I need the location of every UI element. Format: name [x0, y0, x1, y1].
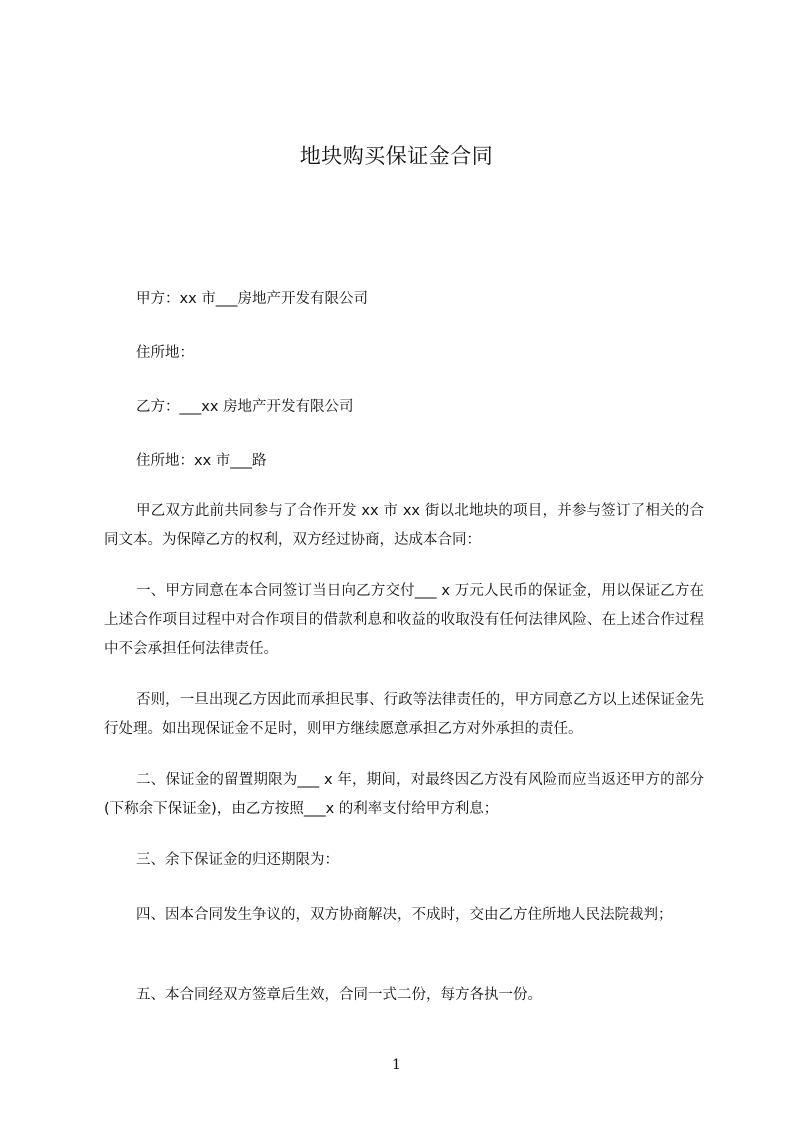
page-number: 1 [392, 1057, 401, 1073]
clause-3-line: 三、余下保证金的归还期限为： [136, 852, 339, 868]
clause-2-paragraph: 二、保证金的留置期限为___ x 年，期间，对最终因乙方没有风险而应当返还甲方的部分(下称余下保证金)，由乙方按照___x 的利率支付给甲方利息； [104, 772, 704, 817]
clause-1-otherwise-paragraph: 否则，一旦出现乙方因此而承担民事、行政等法律责任的，甲方同意乙方以上述保证金先行处理。如出现保证金不足时，则甲方继续愿意承担乙方对外承担的责任。 [104, 692, 704, 737]
clause-4-paragraph: 四、因本合同发生争议的，双方协商解决，不成时，交由乙方住所地人民法院裁判； [136, 907, 673, 923]
document-title: 地块购买保证金合同 [299, 144, 494, 168]
party-b-line: 乙方：___xx 房地产开发有限公司 [136, 399, 354, 415]
party-b-address-line: 住所地：xx 市___路 [136, 453, 267, 469]
preamble-paragraph: 甲乙双方此前共同参与了合作开发 xx 市 xx 街以北地块的项目，并参与签订了相关的合同文本。为保障乙方的权利，双方经过协商，达成本合同： [104, 503, 704, 548]
party-a-line: 甲方：xx 市___房地产开发有限公司 [136, 291, 369, 307]
clause-1-paragraph: 一、甲方同意在本合同签订当日向乙方交付___ x 万元人民币的保证金，用以保证乙方在上述合作项目过程中对合作项目的借款利息和收益的收取没有任何法律风险、在上述合作过程中不会承担任何法律责任。 [104, 583, 704, 657]
clause-5-line: 五、本合同经双方签章后生效，合同一式二份，每方各执一份。 [136, 987, 542, 1003]
party-a-address-line: 住所地： [136, 345, 194, 361]
